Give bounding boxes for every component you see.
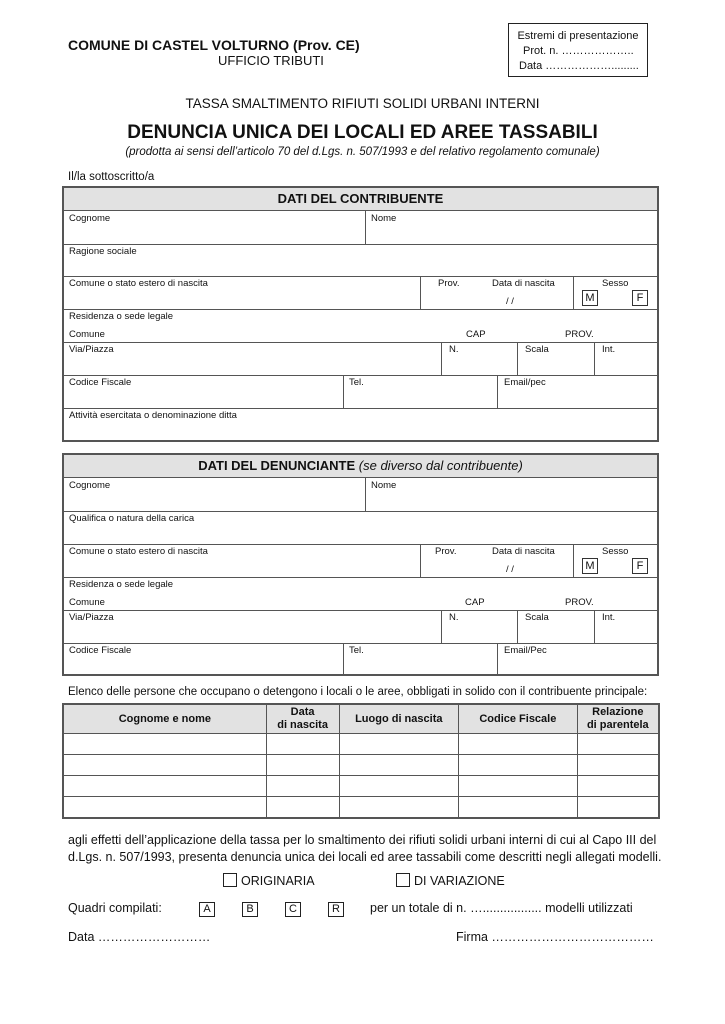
codice-fiscale-label: Codice Fiscale [69, 377, 132, 388]
table-cell[interactable] [63, 734, 266, 755]
cognome-label: Cognome [69, 213, 111, 224]
codice-fiscale-label: Codice Fiscale [69, 645, 132, 656]
tax-title: TASSA SMALTIMENTO RIFIUTI SOLIDI URBANI INTERNI [185, 96, 540, 111]
table-cell[interactable] [339, 797, 459, 819]
row-residenza[interactable] [64, 309, 657, 343]
contribuente-section [62, 186, 659, 442]
table-cell[interactable] [63, 797, 266, 819]
email-label: Email/Pec [504, 645, 547, 656]
comune-name: COMUNE DI CASTEL VOLTURNO (Prov. CE) [68, 37, 360, 53]
table-cell[interactable] [577, 734, 659, 755]
email-field[interactable] [497, 643, 657, 674]
table-cell[interactable] [339, 776, 459, 797]
row-indirizzo [64, 610, 657, 644]
sesso-field [573, 276, 657, 309]
table-cell[interactable] [63, 755, 266, 776]
provincia-label: PROV. [565, 329, 594, 340]
provincia-label: PROV. [565, 597, 594, 608]
table-cell[interactable] [577, 755, 659, 776]
persone-table [62, 703, 660, 819]
table-row [63, 734, 659, 755]
interno-label: Int. [602, 612, 616, 623]
tel-field[interactable] [343, 375, 498, 408]
comune-label: Comune [69, 597, 105, 608]
data-nascita-field[interactable] [484, 276, 573, 309]
tel-label: Tel. [349, 645, 364, 656]
cap-label: CAP [465, 597, 485, 608]
col-codice-fiscale: Codice Fiscale [459, 704, 578, 734]
interno-field[interactable] [594, 610, 657, 643]
originaria-option[interactable] [223, 873, 315, 888]
tel-field[interactable] [343, 643, 498, 674]
nome-label: Nome [371, 480, 397, 491]
scala-label: Scala [525, 612, 549, 623]
col-data-nascita-line2: di nascita [277, 719, 328, 731]
col-data-nascita-line1: Data [290, 706, 315, 718]
table-cell[interactable] [577, 776, 659, 797]
sesso-m-checkbox[interactable]: M [582, 290, 598, 306]
col-relazione [577, 704, 659, 734]
residenza-label: Residenza o sede legale [69, 311, 174, 322]
row-qualifica[interactable] [64, 511, 657, 545]
table-row [63, 755, 659, 776]
row-cognome-nome [64, 211, 657, 245]
table-cell[interactable] [266, 755, 339, 776]
sesso-field [573, 544, 657, 577]
interno-field[interactable] [594, 342, 657, 375]
table-row [63, 797, 659, 819]
originaria-checkbox[interactable] [223, 873, 237, 887]
table-cell[interactable] [339, 734, 459, 755]
tel-label: Tel. [349, 377, 364, 388]
table-cell[interactable] [63, 776, 266, 797]
residenza-label: Residenza o sede legale [69, 579, 174, 590]
prov-label: Prov. [435, 546, 457, 557]
row-residenza[interactable] [64, 577, 657, 611]
stamp-title: Estremi di presentazione [517, 30, 639, 42]
scala-field[interactable] [517, 610, 595, 643]
data-nascita-label: Data di nascita [492, 546, 555, 557]
row-attivita[interactable] [64, 408, 657, 440]
row-contatti [64, 643, 657, 674]
comune-nascita-label: Comune o stato estero di nascita [69, 546, 208, 557]
interno-label: Int. [602, 344, 616, 355]
row-cognome-nome [64, 478, 657, 512]
email-label: Email/pec [504, 377, 546, 388]
sesso-f-checkbox[interactable]: F [632, 290, 648, 306]
declaration-paragraph: agli effetti dell’applicazione della tassa per lo smaltimento dei rifiuti solidi urbani interni di cui al Capo III del d.Lgs. n. 507/1993, presenta denuncia unica dei locali ed aree tassabili come descritti negli allegati modelli. [68, 833, 662, 864]
col-relazione-line2: di parentela [586, 719, 649, 731]
scala-field[interactable] [517, 342, 595, 375]
col-data-nascita [266, 704, 339, 734]
quadri-label: Quadri compilati: [68, 901, 162, 915]
col-cognome-nome: Cognome e nome [63, 704, 266, 734]
persone-intro: Elenco delle persone che occupano o detengono i locali o le aree, obbligati in solido con il contribuente principale: [68, 686, 648, 698]
quadro-b-box[interactable]: B [242, 902, 258, 917]
ragione-sociale-label: Ragione sociale [69, 246, 137, 257]
variazione-option[interactable] [396, 873, 505, 888]
row-contatti [64, 375, 657, 409]
attivita-label: Attività esercitata o denominazione ditta [69, 410, 237, 421]
nome-field[interactable] [365, 478, 657, 511]
row-nascita [64, 276, 657, 310]
row-indirizzo [64, 342, 657, 376]
table-cell[interactable] [459, 797, 578, 819]
sottoscritto-label: Il/la sottoscritto/a [68, 171, 155, 183]
data-field[interactable]: Data ……………………… [68, 930, 211, 944]
col-relazione-line1: Relazione [592, 706, 644, 718]
data-nascita-field[interactable] [484, 544, 573, 577]
sesso-m-checkbox[interactable]: M [582, 558, 598, 574]
table-cell[interactable] [459, 776, 578, 797]
data-nascita-label: Data di nascita [492, 278, 555, 289]
table-cell[interactable] [577, 797, 659, 819]
scala-label: Scala [525, 344, 549, 355]
cognome-label: Cognome [69, 480, 111, 491]
date-separators: / / [506, 296, 514, 307]
section-title [64, 455, 657, 478]
nome-label: Nome [371, 213, 397, 224]
sesso-label: Sesso [602, 278, 629, 289]
date-separators: / / [506, 564, 514, 575]
email-field[interactable] [497, 375, 657, 408]
prov-field[interactable] [420, 276, 485, 309]
quadro-c-box[interactable]: C [285, 902, 301, 917]
col-luogo-nascita: Luogo di nascita [339, 704, 459, 734]
comune-label: Comune [69, 329, 105, 340]
stamp-date: Data ………………......... [519, 60, 639, 72]
denunciante-section [62, 453, 659, 676]
comune-nascita-label: Comune o stato estero di nascita [69, 278, 208, 289]
page-title: DENUNCIA UNICA DEI LOCALI ED AREE TASSABILI [127, 122, 598, 143]
table-cell[interactable] [459, 734, 578, 755]
table-cell[interactable] [459, 755, 578, 776]
originaria-label: ORIGINARIA [241, 874, 315, 888]
section-title-text: DATI DEL DENUNCIANTE [198, 458, 356, 473]
cap-label: CAP [466, 329, 486, 340]
section-title-note: (se diverso dal contribuente) [358, 458, 523, 473]
table-cell[interactable] [266, 734, 339, 755]
via-label: Via/Piazza [69, 344, 114, 355]
variazione-label: DI VARIAZIONE [414, 874, 505, 888]
prov-label: Prov. [438, 278, 460, 289]
sesso-f-checkbox[interactable]: F [632, 558, 648, 574]
prov-field[interactable] [420, 544, 485, 577]
ente-header [68, 37, 388, 68]
quadro-r-box[interactable]: R [328, 902, 344, 917]
variazione-checkbox[interactable] [396, 873, 410, 887]
firma-field[interactable]: Firma ………………………………… [456, 930, 654, 944]
sesso-label: Sesso [602, 546, 629, 557]
section-title: DATI DEL CONTRIBUENTE [64, 188, 657, 211]
totale-modelli: per un totale di n. …................. modelli utilizzati [370, 901, 633, 915]
numero-label: N. [449, 612, 459, 623]
quadro-a-box[interactable]: A [199, 902, 215, 917]
stamp-prot: Prot. n. ……………….. [523, 45, 634, 57]
row-ragione-sociale[interactable] [64, 244, 657, 277]
ufficio-name: UFFICIO TRIBUTI [218, 53, 324, 68]
via-label: Via/Piazza [69, 612, 114, 623]
row-nascita [64, 544, 657, 578]
qualifica-label: Qualifica o natura della carica [69, 513, 195, 524]
table-cell[interactable] [266, 776, 339, 797]
table-header-row [63, 704, 659, 734]
page-subtitle: (prodotta ai sensi dell’articolo 70 del d.Lgs. n. 507/1993 e del relativo regolamento comunale) [125, 146, 600, 158]
numero-field[interactable] [441, 610, 518, 643]
table-cell[interactable] [266, 797, 339, 819]
nome-field[interactable] [365, 211, 657, 244]
numero-field[interactable] [441, 342, 518, 375]
stamp-box [508, 23, 648, 77]
table-row [63, 776, 659, 797]
table-cell[interactable] [339, 755, 459, 776]
numero-label: N. [449, 344, 459, 355]
